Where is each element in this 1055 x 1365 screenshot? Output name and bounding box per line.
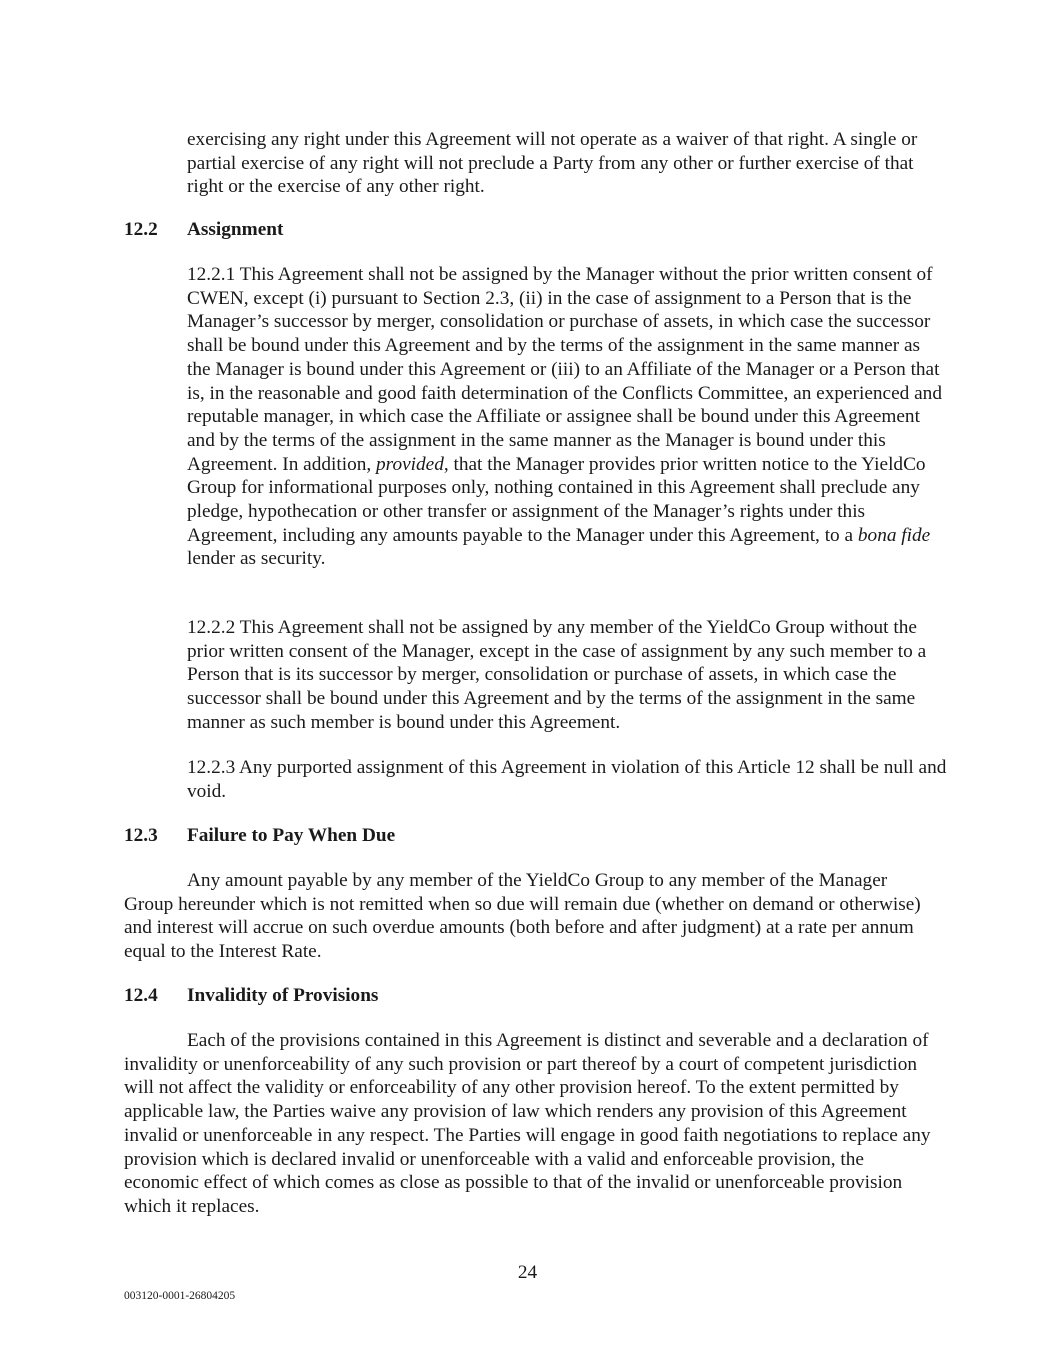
paragraph-12-2-2: 12.2.2 This Agreement shall not be assigned by any member of the YieldCo Group without the prior written consent of the Manager, except in the case of assignment by any such member to a Person that is its successor by merger, consolidation or purchase of assets, in which case the successor shall be bound under this Agreement and by the terms of the assignment in the same manner as such member is bound under this Agreement. — [187, 617, 927, 733]
italic-term: bona fide — [857, 524, 931, 546]
section-title: Invalidity of Provisions — [187, 985, 379, 1006]
paragraph-12-2-3: 12.2.3 Any purported assignment of this Agreement in violation of this Article 12 shall be null and void. — [187, 757, 947, 802]
section-heading-12-2 — [124, 218, 283, 242]
section-number: 12.4 — [124, 985, 158, 1006]
section-heading-12-4 — [124, 984, 378, 1008]
paragraph-12-4: Each of the provisions contained in this Agreement is distinct and severable and a declaration of invalidity or unenforceability of any such provision or part thereof by a court of competent jurisdiction will not affect the validity or enforceability of any other provision hereof. To the extent permitted by applicable law, the Parties waive any provision of law which renders any provision of this Agreement invalid or unenforceable in any respect. The Parties will engage in good faith negotiations to replace any provision which is declared invalid or unenforceable with a valid and enforceable provision, the economic effect of which comes as close as possible to that of the invalid or unenforceable provision which it replaces. — [124, 1030, 931, 1217]
paragraph-text: , that the Manager provides prior written notice to the YieldCo Group for informational purposes only, nothing contained in this Agreement shall preclude any pledge, hypothecation or other transfer or assignment of the Manager’s rights under this Agreement, including any amounts payable to the Manager under this Agreement, to a — [187, 453, 926, 546]
paragraph-12-2-1 — [187, 263, 947, 571]
paragraph-12-3: Any amount payable by any member of the YieldCo Group to any member of the Manager Group hereunder which is not remitted when so due will remain due (whether on demand or otherwise) and interest will accrue on such overdue amounts (both before and after judgment) at a rate per annum equal to the Interest Rate. — [124, 870, 921, 963]
carryover-paragraph: exercising any right under this Agreement will not operate as a waiver of that right. A single or partial exercise of any right will not preclude a Party from any other or further exercise of that right or the exercise of any other right. — [187, 129, 918, 198]
document-id: 003120-0001-26804205 — [124, 1290, 236, 1302]
italic-term: provided — [376, 453, 444, 475]
section-number: 12.3 — [124, 825, 158, 846]
section-number: 12.2 — [124, 219, 158, 240]
section-title: Assignment — [187, 219, 284, 240]
section-heading-12-3 — [124, 824, 395, 848]
paragraph-text: 12.2.1 This Agreement shall not be assigned by the Manager without the prior written consent of CWEN, except (i) pursuant to Section 2.3, (ii) in the case of assignment to a Person that is the Manager’s successor by merger, consolidation or purchase of assets, in which case the successor shall be bound under this Agreement and by the terms of the assignment in the same manner as the Manager is bound under this Agreement or (iii) to an Affiliate of the Manager or a Person that is, in the reasonable and good faith determination of the Conflicts Committee, an experienced and reputable manager, in which case the Affiliate or assignee shall be bound under this Agreement and by the terms of the assignment in the same manner as the Manager is bound under this Agreement. In addition, — [187, 264, 942, 475]
section-title: Failure to Pay When Due — [187, 825, 396, 846]
page-number: 24 — [517, 1262, 538, 1283]
paragraph-text: lender as security. — [187, 548, 326, 570]
